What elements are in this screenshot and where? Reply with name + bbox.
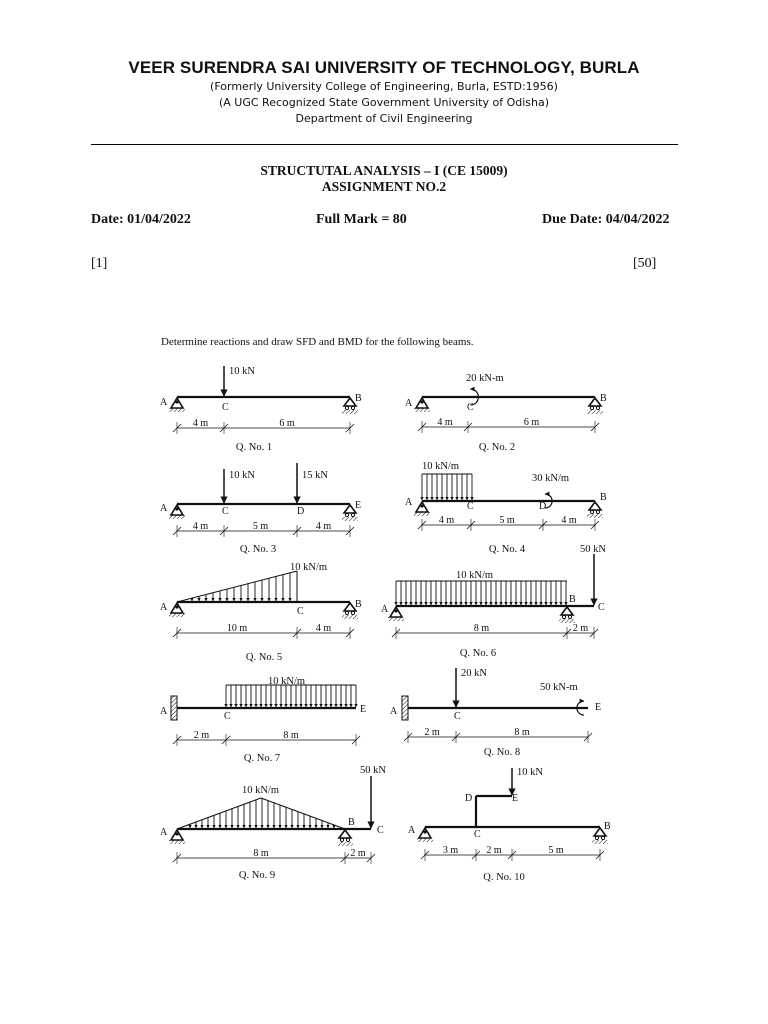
former-name: (Formerly University College of Engineering, Burla, ESTD:1956) (210, 80, 558, 93)
q4-point-a: A (405, 497, 413, 508)
q3-point-a: A (160, 503, 168, 514)
span-label: 4 m (192, 418, 209, 429)
q2-point-c: C (467, 402, 474, 413)
q9-point-b: B (348, 817, 355, 828)
q9-point-load-label: 50 kN (360, 765, 386, 776)
q3-load-c-label: 10 kN (229, 470, 255, 481)
pin-hole (175, 832, 178, 835)
span-label: 5 m (548, 845, 564, 856)
roller-wheel (351, 513, 354, 516)
roller-wheel (351, 406, 354, 409)
due-date: Due Date: 04/04/2022 (542, 212, 670, 227)
q4-support-b (589, 502, 601, 510)
problem-caption: Q. No. 7 (243, 753, 281, 764)
q10-point-e: E (512, 793, 519, 804)
ground-hatch (342, 410, 358, 414)
pin-hole (175, 507, 178, 510)
roller-wheel (345, 406, 348, 409)
span-label: 6 m (279, 418, 295, 429)
instruction-text: Determine reactions and draw SFD and BMD for the following beams. (161, 336, 474, 348)
span-label: 4 m (315, 521, 332, 532)
pin-hole (420, 400, 423, 403)
problem-caption: Q. No. 3 (239, 544, 277, 555)
q10-point-a: A (408, 825, 416, 836)
q3-point-e: E (355, 500, 362, 511)
pin-hole (175, 605, 178, 608)
roller-wheel (345, 611, 348, 614)
q9-udl-label: 10 kN/m (242, 785, 280, 796)
question-number: [1] (91, 256, 108, 271)
ground-hatch (169, 613, 185, 617)
q6-point-c: C (598, 602, 605, 613)
span-label: 8 m (283, 730, 299, 741)
q6-point-a: A (381, 604, 389, 615)
roller-wheel (601, 836, 604, 839)
university-name: VEER SURENDRA SAI UNIVERSITY OF TECHNOLOGY, BURLA (128, 58, 640, 77)
q2-point-a: A (405, 398, 413, 409)
ground-hatch (587, 410, 603, 414)
q4-point-c: C (467, 501, 474, 512)
problem-caption: Q. No. 1 (235, 442, 273, 453)
roller-wheel (590, 510, 593, 513)
q7-point-a: A (160, 706, 168, 717)
pin-hole (394, 609, 397, 612)
q10-point-b: B (604, 821, 611, 832)
q1-load-label: 10 kN (229, 366, 255, 377)
q5-point-b: B (355, 599, 362, 610)
ground-hatch (587, 514, 603, 518)
span-label: 3 m (442, 845, 459, 856)
span-label: 4 m (438, 515, 455, 526)
roller-wheel (562, 615, 565, 618)
pin-hole (420, 504, 423, 507)
q9-point-a: A (160, 827, 168, 838)
q5-point-c: C (297, 606, 304, 617)
span-label: 2 m (486, 845, 502, 856)
q4-point-d: D (539, 501, 547, 512)
roller-wheel (590, 406, 593, 409)
q2-point-b: B (600, 393, 607, 404)
roller-wheel (346, 838, 349, 841)
problem-caption: Q. No. 8 (483, 747, 521, 758)
q9-point-c: C (377, 825, 384, 836)
ground-hatch (169, 408, 185, 412)
department-name: Department of Civil Engineering (295, 112, 473, 125)
q8-point-c: C (454, 711, 461, 722)
full-mark: Full Mark = 80 (316, 212, 407, 227)
problem-caption: Q. No. 10 (483, 872, 525, 883)
problem-caption: Q. No. 2 (478, 442, 516, 453)
ground-hatch (414, 512, 430, 516)
q6-point-b: B (569, 594, 576, 605)
q7-fixed-support-a (171, 696, 177, 720)
q10-point-c: C (474, 829, 481, 840)
q6-point-load-label: 50 kN (580, 544, 606, 555)
q3-load-d-label: 15 kN (302, 470, 328, 481)
span-label: 2 m (572, 623, 589, 634)
span-label: 2 m (350, 848, 366, 859)
roller-wheel (340, 838, 343, 841)
q6-udl-label: 10 kN/m (456, 570, 494, 581)
q3-point-c: C (222, 506, 229, 517)
problem-caption: Q. No. 6 (459, 648, 497, 659)
span-label: 10 m (226, 623, 248, 634)
q6-support-b (561, 607, 573, 615)
roller-wheel (595, 836, 598, 839)
span-label: 8 m (514, 727, 530, 738)
span-label: 2 m (424, 727, 440, 738)
q8-fixed-support-a (402, 696, 408, 720)
course-title: STRUCTUTAL ANALYSIS – I (CE 15009) (260, 163, 508, 178)
span-label: 4 m (437, 417, 453, 428)
span-label: 8 m (253, 848, 269, 859)
problem-caption: Q. No. 5 (245, 652, 283, 663)
q8-moment-label: 50 kN-m (540, 682, 578, 693)
question-marks: [50] (633, 256, 657, 271)
q2-load-label: 20 kN-m (466, 373, 504, 384)
span-label: 4 m (192, 521, 209, 532)
q5-load-label: 10 kN/m (290, 562, 328, 573)
q1-point-b: B (355, 393, 362, 404)
q10-point-d: D (465, 793, 473, 804)
q5-triangular-load-edge (177, 571, 297, 602)
ground-hatch (342, 615, 358, 619)
q4-load-moment-label: 30 kN/m (532, 473, 570, 484)
ground-hatch (337, 842, 353, 846)
roller-wheel (596, 510, 599, 513)
span-label: 5 m (499, 515, 515, 526)
q1-point-c: C (222, 402, 229, 413)
ground-hatch (414, 408, 430, 412)
pin-hole (175, 400, 178, 403)
pin-hole (423, 830, 426, 833)
ground-hatch (388, 617, 404, 621)
span-label: 6 m (523, 417, 540, 428)
span-label: 5 m (252, 521, 269, 532)
q8-point-e: E (595, 702, 602, 713)
span-label: 4 m (315, 623, 332, 634)
recognition-line: (A UGC Recognized State Government University of Odisha) (218, 96, 550, 109)
q3-point-d: D (297, 506, 305, 517)
ground-hatch (592, 840, 608, 844)
q8-load-label: 20 kN (461, 668, 487, 679)
assignment-title: ASSIGNMENT NO.2 (321, 179, 447, 194)
problem-caption: Q. No. 9 (238, 870, 276, 881)
q4-load-udl-label: 10 kN/m (422, 461, 460, 472)
span-label: 4 m (561, 515, 577, 526)
q1-point-a: A (160, 397, 168, 408)
ground-hatch (417, 838, 433, 842)
ground-hatch (342, 517, 358, 521)
q4-point-b: B (600, 492, 607, 503)
q5-point-a: A (160, 602, 168, 613)
roller-wheel (568, 615, 571, 618)
q9-support-b (339, 830, 351, 838)
q7-point-c: C (224, 711, 231, 722)
ground-hatch (169, 840, 185, 844)
q10-load-label: 10 kN (517, 767, 543, 778)
ground-hatch (169, 515, 185, 519)
roller-wheel (351, 611, 354, 614)
issue-date: Date: 01/04/2022 (91, 212, 191, 227)
problem-caption: Q. No. 4 (488, 544, 526, 555)
q7-point-e: E (360, 704, 367, 715)
q7-udl-label: 10 kN/m (268, 676, 306, 687)
span-label: 8 m (473, 623, 490, 634)
q8-point-a: A (390, 706, 398, 717)
span-label: 2 m (193, 730, 210, 741)
roller-wheel (345, 513, 348, 516)
roller-wheel (596, 406, 599, 409)
